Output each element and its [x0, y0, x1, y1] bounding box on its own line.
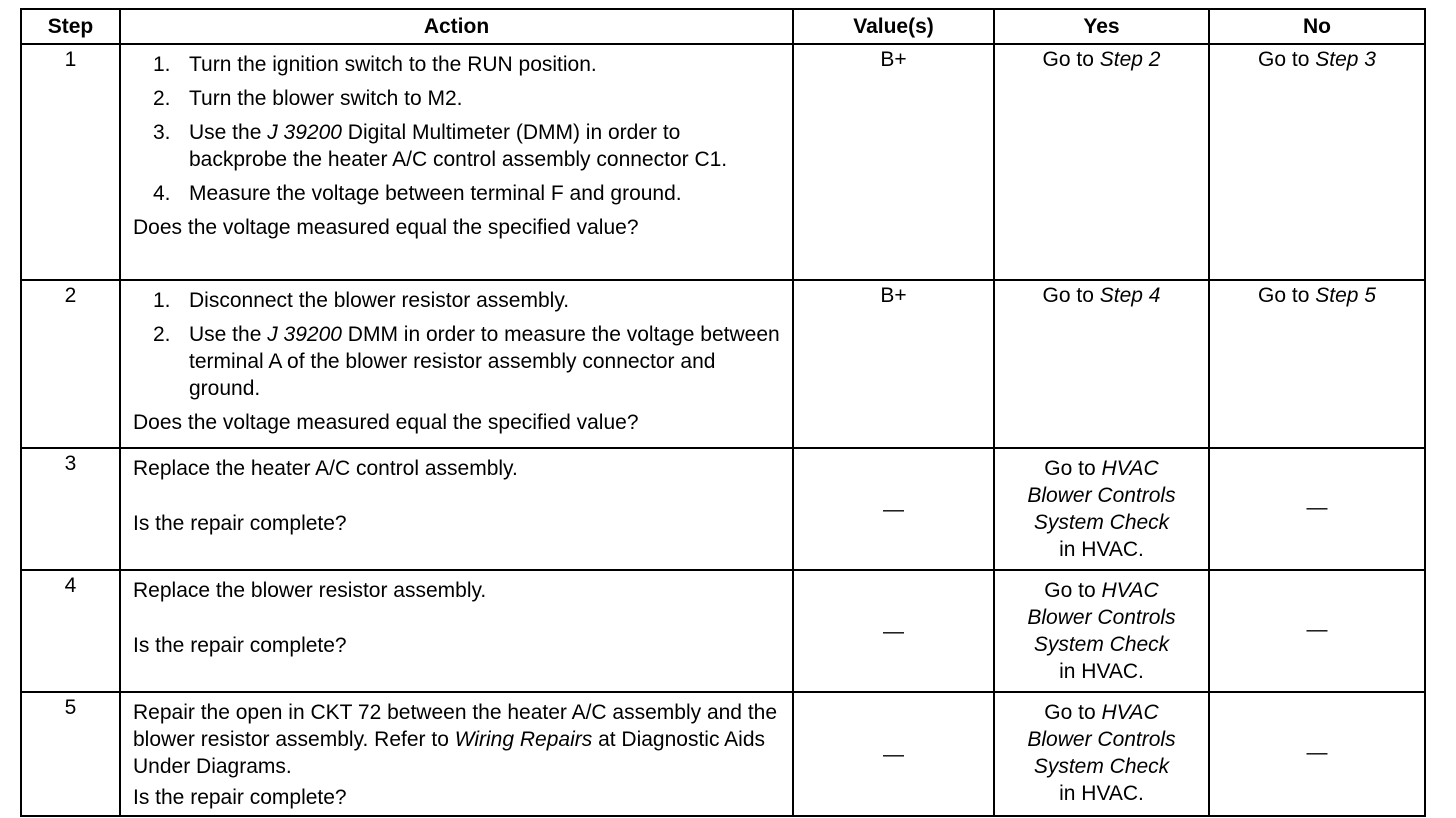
yes-cell: Go to Step 2	[994, 44, 1209, 280]
question: Is the repair complete?	[133, 634, 347, 657]
value-cell: B+	[793, 44, 994, 280]
table-row	[21, 692, 1425, 816]
yes-cell: Go to Step 4	[994, 280, 1209, 448]
header-no: No	[1209, 9, 1425, 44]
no-cell: —	[1209, 692, 1425, 816]
header-row	[21, 9, 1425, 44]
table-row	[21, 448, 1425, 570]
table-row	[21, 280, 1425, 448]
list-item: 4. Measure the voltage between terminal F and ground.	[153, 182, 682, 205]
action-cell	[120, 280, 793, 448]
action-steps	[133, 287, 784, 402]
list-item: 2. Turn the blower switch to M2.	[153, 87, 463, 110]
table-row	[21, 44, 1425, 280]
no-cell: —	[1209, 570, 1425, 692]
value-cell: B+	[793, 280, 994, 448]
value-cell: —	[793, 448, 994, 570]
action-cell	[120, 448, 793, 570]
table-row	[21, 570, 1425, 692]
question: Does the voltage measured equal the specified value?	[133, 216, 639, 239]
header-action: Action	[120, 9, 793, 44]
diagnostic-table	[20, 8, 1426, 817]
question: Does the voltage measured equal the specified value?	[133, 411, 639, 434]
value-cell: —	[793, 692, 994, 816]
value-cell: —	[793, 570, 994, 692]
action-steps	[133, 51, 784, 207]
header-yes: Yes	[994, 9, 1209, 44]
yes-cell: Go to HVAC Blower Controls System Check in HVAC.	[994, 692, 1209, 816]
no-cell: Go to Step 3	[1209, 44, 1425, 280]
no-cell: —	[1209, 448, 1425, 570]
header-step: Step	[21, 9, 120, 44]
question: Is the repair complete?	[133, 512, 347, 535]
list-item: 2. Use the J 39200 DMM in order to measure the voltage between terminal A of the blower resistor assembly connector and ground.	[153, 323, 780, 400]
list-item: 3. Use the J 39200 Digital Multimeter (DMM) in order to backprobe the heater A/C control assembly connector C1.	[153, 121, 728, 171]
header-values: Value(s)	[793, 9, 994, 44]
list-item: 1. Disconnect the blower resistor assembly.	[153, 289, 570, 312]
action-text: Replace the blower resistor assembly.	[133, 579, 487, 602]
action-text: Replace the heater A/C control assembly.	[133, 457, 518, 480]
step-number: 2	[21, 280, 120, 448]
no-cell: Go to Step 5	[1209, 280, 1425, 448]
action-cell	[120, 44, 793, 280]
step-number: 3	[21, 448, 120, 570]
question: Is the repair complete?	[133, 786, 347, 809]
yes-cell: Go to HVAC Blower Controls System Check in HVAC.	[994, 448, 1209, 570]
step-number: 4	[21, 570, 120, 692]
action-cell	[120, 570, 793, 692]
step-number: 1	[21, 44, 120, 280]
action-text: Repair the open in CKT 72 between the heater A/C assembly and the blower resistor assembly. Refer to Wiring Repairs at Diagnostic Aids Under Diagrams.	[133, 701, 778, 778]
action-cell	[120, 692, 793, 816]
yes-cell: Go to HVAC Blower Controls System Check in HVAC.	[994, 570, 1209, 692]
step-number: 5	[21, 692, 120, 816]
list-item: 1. Turn the ignition switch to the RUN position.	[153, 53, 597, 76]
